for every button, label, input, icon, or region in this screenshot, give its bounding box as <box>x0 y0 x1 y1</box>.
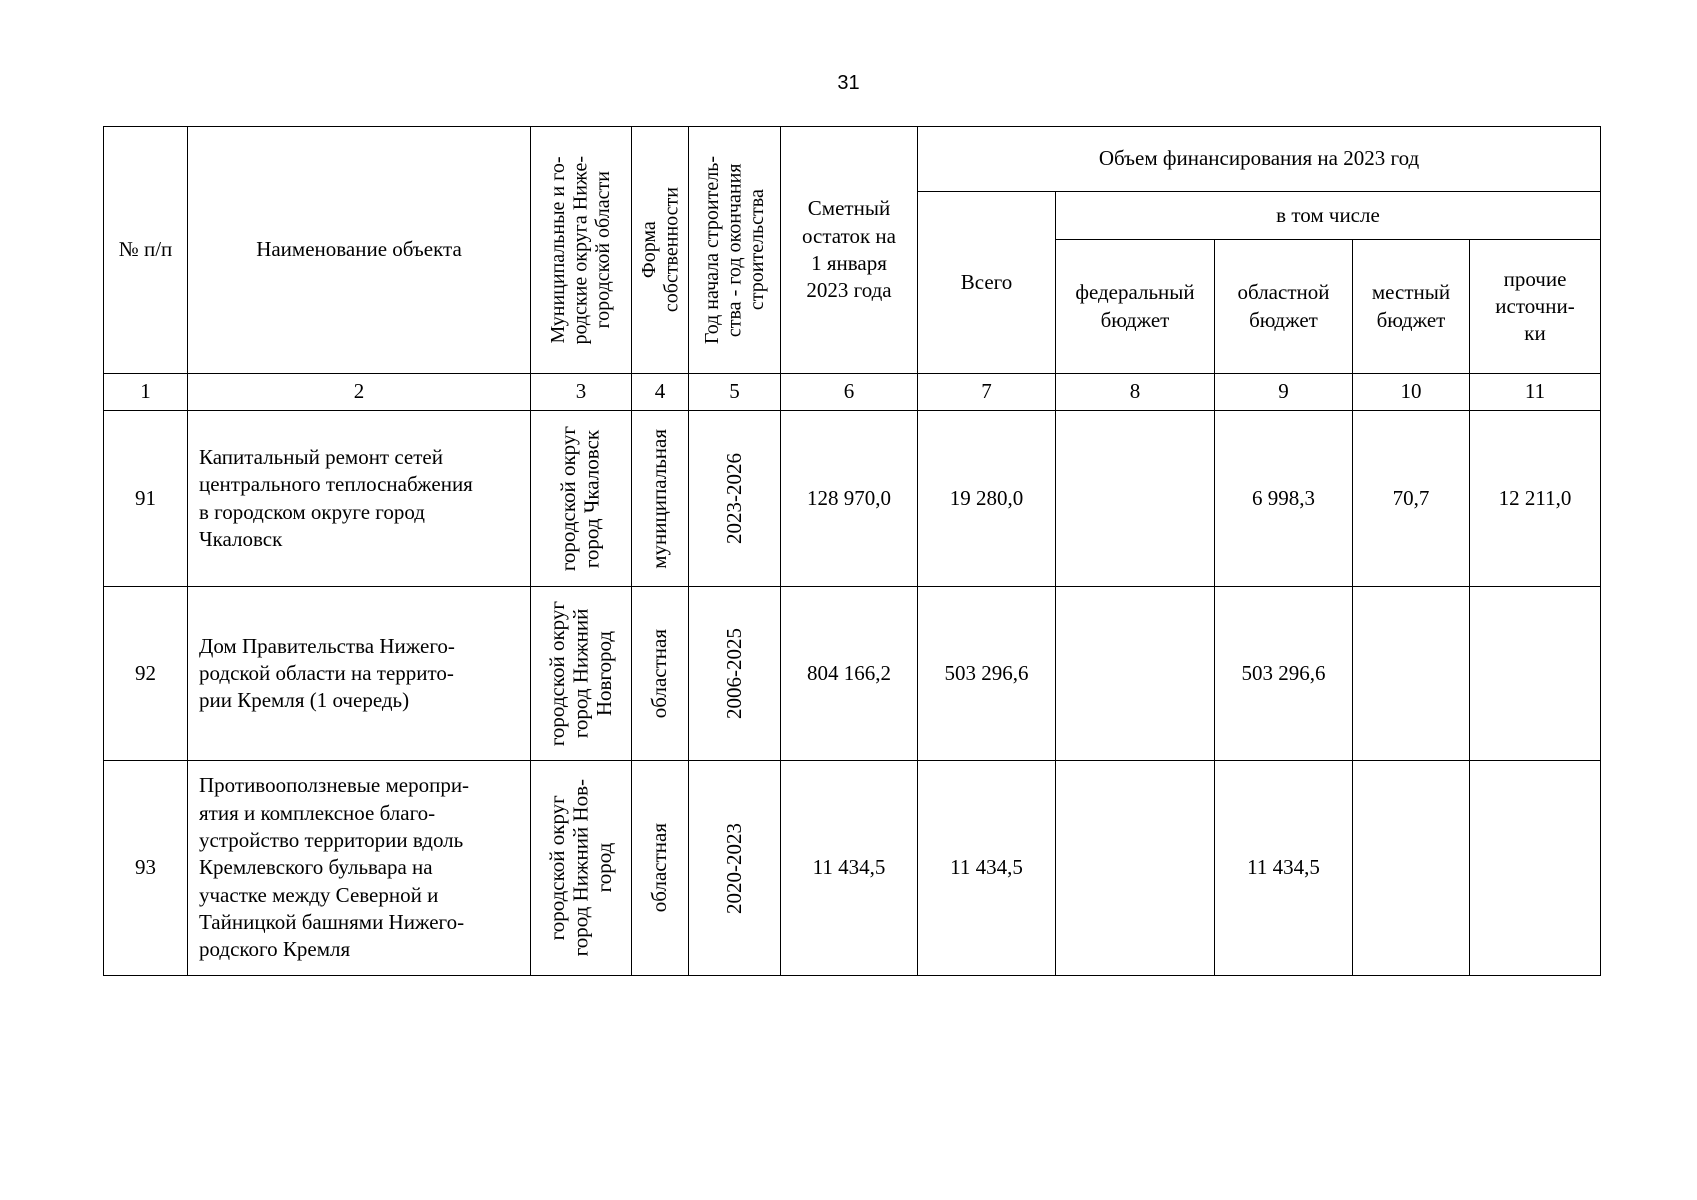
row-ownership: муниципальная <box>632 411 689 587</box>
row-num: 91 <box>104 411 188 587</box>
header-municipal: Муниципальные и го- родские округа Ниже- городской области <box>531 127 632 374</box>
page-number: 31 <box>837 72 860 94</box>
header-total: Всего <box>918 192 1056 374</box>
row-other: 12 211,0 <box>1470 411 1601 587</box>
column-number: 10 <box>1353 374 1470 411</box>
header-local: местный бюджет <box>1353 240 1470 374</box>
row-ownership: областная <box>632 587 689 761</box>
financing-table <box>103 126 1601 976</box>
column-number: 2 <box>188 374 531 411</box>
column-number: 9 <box>1215 374 1353 411</box>
row-federal <box>1056 761 1215 976</box>
table-row <box>104 411 1601 587</box>
row-name: Капитальный ремонт сетей центрального теплоснабжения в городском округе город Чкаловск <box>188 411 531 587</box>
header-row-1 <box>104 127 1601 192</box>
row-years: 2020-2023 <box>689 761 781 976</box>
table-row <box>104 761 1601 976</box>
row-total: 503 296,6 <box>918 587 1056 761</box>
row-other <box>1470 587 1601 761</box>
row-ownership: областная <box>632 761 689 976</box>
column-number: 5 <box>689 374 781 411</box>
row-regional: 503 296,6 <box>1215 587 1353 761</box>
row-total: 19 280,0 <box>918 411 1056 587</box>
row-local <box>1353 761 1470 976</box>
row-remainder: 128 970,0 <box>781 411 918 587</box>
row-local <box>1353 587 1470 761</box>
column-number: 4 <box>632 374 689 411</box>
row-regional: 11 434,5 <box>1215 761 1353 976</box>
column-number: 6 <box>781 374 918 411</box>
row-num: 93 <box>104 761 188 976</box>
header-financing: Объем финансирования на 2023 год <box>918 127 1601 192</box>
header-name: Наименование объекта <box>188 127 531 374</box>
row-district: городской округ город Нижний Нов- город <box>531 761 632 976</box>
table-row <box>104 587 1601 761</box>
row-federal <box>1056 587 1215 761</box>
row-local: 70,7 <box>1353 411 1470 587</box>
column-numbers-row <box>104 374 1601 411</box>
header-ownership: Форма собственности <box>632 127 689 374</box>
row-district: городской округ город Чкаловск <box>531 411 632 587</box>
row-other <box>1470 761 1601 976</box>
row-regional: 6 998,3 <box>1215 411 1353 587</box>
row-num: 92 <box>104 587 188 761</box>
row-total: 11 434,5 <box>918 761 1056 976</box>
column-number: 7 <box>918 374 1056 411</box>
row-remainder: 804 166,2 <box>781 587 918 761</box>
row-remainder: 11 434,5 <box>781 761 918 976</box>
header-other: прочие источни- ки <box>1470 240 1601 374</box>
row-years: 2023-2026 <box>689 411 781 587</box>
header-remainder: Сметный остаток на 1 января 2023 года <box>781 127 918 374</box>
header-years: Год начала строитель- ства - год окончания строительства <box>689 127 781 374</box>
row-name: Противооползневые меропри- ятия и комплексное благо- устройство территории вдоль Кремлевского бульвара на участке между Северной и Тайницкой башнями Нижего- родского Кремля <box>188 761 531 976</box>
column-number: 11 <box>1470 374 1601 411</box>
row-district: городской округ город Нижний Новгород <box>531 587 632 761</box>
row-years: 2006-2025 <box>689 587 781 761</box>
column-number: 1 <box>104 374 188 411</box>
column-number: 3 <box>531 374 632 411</box>
header-regional: областной бюджет <box>1215 240 1353 374</box>
header-federal: федеральный бюджет <box>1056 240 1215 374</box>
header-including: в том числе <box>1056 192 1601 240</box>
column-number: 8 <box>1056 374 1215 411</box>
row-federal <box>1056 411 1215 587</box>
row-name: Дом Правительства Нижего- родской области на террито- рии Кремля (1 очередь) <box>188 587 531 761</box>
header-num: № п/п <box>104 127 188 374</box>
